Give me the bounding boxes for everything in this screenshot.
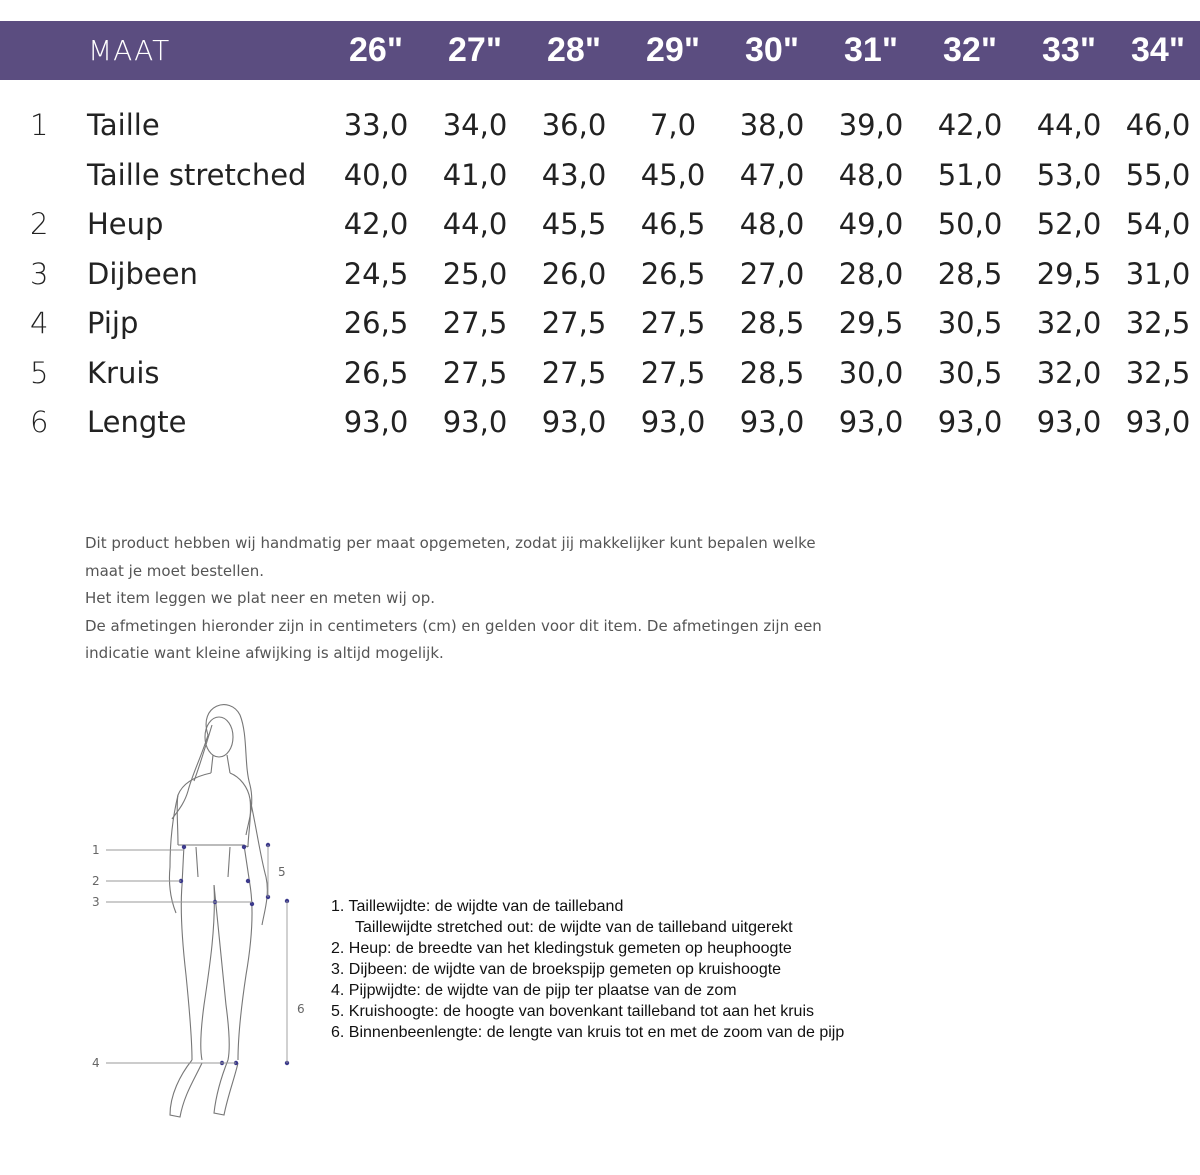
row-label: Heup xyxy=(87,207,164,241)
table-cell: 39,0 xyxy=(838,108,904,142)
table-cell: 42,0 xyxy=(937,108,1003,142)
size-31-header: 31" xyxy=(844,31,898,69)
size-29-header: 29" xyxy=(646,31,700,69)
table-cell: 53,0 xyxy=(1036,157,1102,192)
row-number: 2 xyxy=(30,207,49,241)
table-cell: 26,0 xyxy=(541,256,607,291)
note-line: Dit product hebben wij handmatig per maat opgemeten, zodat jij makkelijker kunt bepalen welke xyxy=(85,534,816,552)
size-27-header: 27" xyxy=(448,31,502,69)
legend-line: 1. Taillewijdte: de wijdte van de tailleband xyxy=(331,898,624,915)
table-cell: 27,5 xyxy=(640,355,706,390)
table-cell: 32,0 xyxy=(1036,306,1102,340)
row-label: Dijbeen xyxy=(87,256,198,291)
table-cell: 30,5 xyxy=(937,306,1003,340)
measurement-note xyxy=(85,530,825,668)
table-cell: 27,0 xyxy=(739,256,805,291)
row-number: 1 xyxy=(30,108,49,142)
maat-label: MAAT xyxy=(88,34,171,67)
row-label: Lengte xyxy=(87,405,187,439)
table-row xyxy=(0,207,1200,257)
table-cell: 24,5 xyxy=(343,256,409,291)
table-cell: 27,5 xyxy=(640,306,706,340)
table-cell: 93,0 xyxy=(739,405,805,439)
note-line: Het item leggen we plat neer en meten wij op. xyxy=(85,589,436,607)
table-cell: 36,0 xyxy=(541,108,607,142)
table-cell: 50,0 xyxy=(937,207,1003,241)
table-cell: 38,0 xyxy=(739,108,805,142)
table-cell: 33,0 xyxy=(343,108,409,142)
size-30-header: 30" xyxy=(745,31,799,69)
table-cell: 29,5 xyxy=(1036,256,1102,291)
row-label: Kruis xyxy=(87,355,160,390)
row-number: 6 xyxy=(30,405,49,439)
table-cell: 34,0 xyxy=(442,108,508,142)
table-cell: 93,0 xyxy=(442,405,508,439)
table-cell: 41,0 xyxy=(442,157,508,192)
row-label: Taille xyxy=(87,108,160,142)
table-cell: 48,0 xyxy=(739,207,805,241)
table-cell: 43,0 xyxy=(541,157,607,192)
table-row xyxy=(0,257,1200,307)
table-cell: 27,5 xyxy=(442,355,508,390)
table-cell: 93,0 xyxy=(343,405,409,439)
size-33-header: 33" xyxy=(1042,31,1096,69)
figure-label-5: 5 xyxy=(278,865,286,879)
table-cell: 26,5 xyxy=(343,355,409,390)
size-32-header: 32" xyxy=(943,31,997,69)
table-cell: 44,0 xyxy=(1036,108,1102,142)
size-34-header: 34" xyxy=(1131,31,1185,69)
legend-line: 5. Kruishoogte: de hoogte van bovenkant tailleband tot aan het kruis xyxy=(331,1003,815,1020)
figure-label-1: 1 xyxy=(92,843,100,857)
row-number: 5 xyxy=(30,355,49,390)
figure-label-4: 4 xyxy=(92,1056,100,1070)
table-cell: 42,0 xyxy=(343,207,409,241)
legend-line: 3. Dijbeen: de wijdte van de broekspijp gemeten op kruishoogte xyxy=(331,961,782,978)
note-line: maat je moet bestellen. xyxy=(85,561,264,580)
table-cell: 93,0 xyxy=(1125,405,1191,439)
row-label: Taille stretched xyxy=(87,157,307,192)
table-row xyxy=(0,306,1200,356)
table-cell: 26,5 xyxy=(640,256,706,291)
table-cell: 32,0 xyxy=(1036,355,1102,390)
legend-line: 2. Heup: de breedte van het kledingstuk gemeten op heuphoogte xyxy=(331,940,792,957)
note-line: De afmetingen hieronder zijn in centimeters (cm) en gelden voor dit item. De afmetingen zijn een xyxy=(85,616,822,635)
legend-line: 6. Binnenbeenlengte: de lengte van kruis tot en met de zoom van de pijp xyxy=(331,1024,845,1041)
size-26-header: 26" xyxy=(349,31,403,69)
legend-line: 4. Pijpwijdte: de wijdte van de pijp ter plaatse van de zom xyxy=(331,982,737,999)
size-28-header: 28" xyxy=(547,31,601,69)
table-row xyxy=(0,405,1200,455)
table-cell: 46,5 xyxy=(640,207,706,241)
table-cell: 93,0 xyxy=(937,405,1003,439)
table-cell: 28,5 xyxy=(739,306,805,340)
table-cell: 93,0 xyxy=(838,405,904,439)
table-cell: 26,5 xyxy=(343,306,409,340)
row-number: 4 xyxy=(30,306,49,340)
table-cell: 32,5 xyxy=(1125,306,1191,340)
table-cell: 7,0 xyxy=(649,108,697,142)
table-cell: 28,0 xyxy=(838,256,904,291)
figure-label-6: 6 xyxy=(297,1002,305,1016)
row-label: Pijp xyxy=(87,306,139,340)
legend-line: Taillewijdte stretched out: de wijdte van de tailleband uitgerekt xyxy=(355,919,793,936)
table-cell: 30,0 xyxy=(838,355,904,390)
table-row xyxy=(0,108,1200,158)
table-cell: 27,5 xyxy=(541,355,607,390)
table-cell: 93,0 xyxy=(1036,405,1102,439)
table-cell: 49,0 xyxy=(838,207,904,241)
measurement-legend xyxy=(331,896,844,1043)
table-cell: 27,5 xyxy=(442,306,508,340)
size-header-bar xyxy=(0,21,1200,80)
figure-label-3: 3 xyxy=(92,895,100,909)
table-cell: 30,5 xyxy=(937,355,1003,390)
table-row xyxy=(0,158,1200,208)
table-cell: 29,5 xyxy=(838,306,904,340)
table-cell: 28,5 xyxy=(739,355,805,390)
table-cell: 25,0 xyxy=(442,256,508,291)
table-cell: 48,0 xyxy=(838,157,904,192)
note-line: indicatie want kleine afwijking is altijd mogelijk. xyxy=(85,644,444,662)
table-cell: 51,0 xyxy=(937,157,1003,192)
table-cell: 54,0 xyxy=(1125,207,1191,241)
table-cell: 31,0 xyxy=(1125,256,1191,291)
table-cell: 46,0 xyxy=(1125,108,1191,142)
table-cell: 93,0 xyxy=(640,405,706,439)
table-cell: 40,0 xyxy=(343,157,409,192)
figure-label-2: 2 xyxy=(92,874,100,888)
table-cell: 45,0 xyxy=(640,157,706,192)
table-cell: 93,0 xyxy=(541,405,607,439)
table-cell: 28,5 xyxy=(937,256,1003,291)
table-cell: 55,0 xyxy=(1125,157,1191,192)
table-row xyxy=(0,356,1200,406)
table-cell: 52,0 xyxy=(1036,207,1102,241)
row-number: 3 xyxy=(30,256,49,291)
table-cell: 27,5 xyxy=(541,306,607,340)
measurement-figure-illustration xyxy=(80,695,320,1135)
table-cell: 45,5 xyxy=(541,207,607,241)
table-cell: 44,0 xyxy=(442,207,508,241)
table-cell: 47,0 xyxy=(739,157,805,192)
table-cell: 32,5 xyxy=(1125,355,1191,390)
